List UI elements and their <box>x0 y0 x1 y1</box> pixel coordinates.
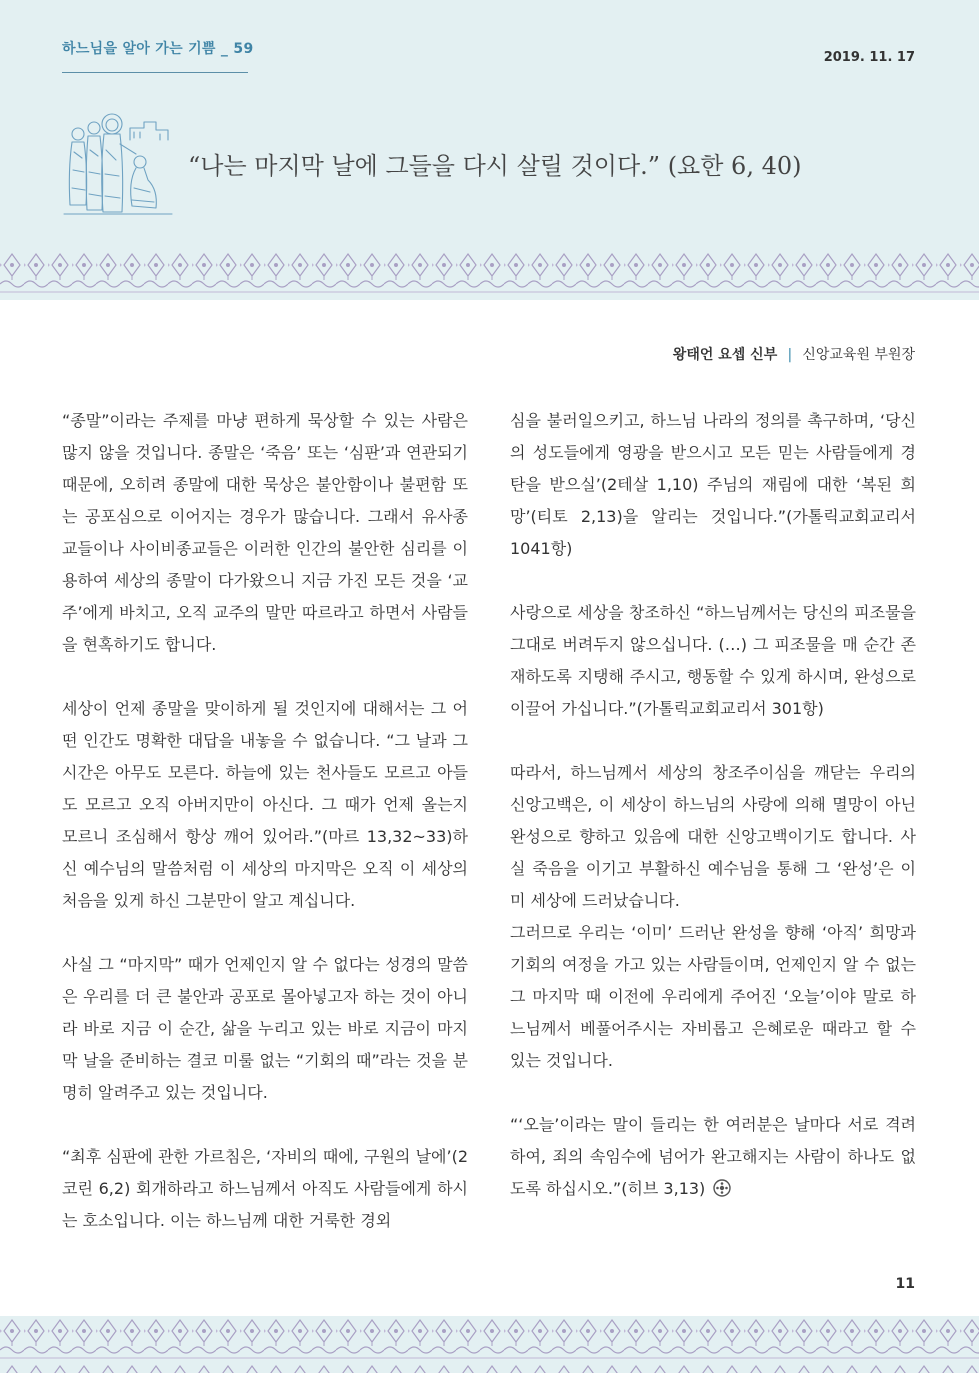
paragraph: “종말”이라는 주제를 마냥 편하게 묵상할 수 있는 사람은 많지 않을 것입니다. 종말은 ‘죽음’ 또는 ‘심판’과 연관되기 때문에, 오히려 종말에 대한 묵상은 불안함이나 불편함 또는 공포심으로 이어지는 경우가 많습니다. 그래서 유사종교들이나 사이비종교들은 이러한 인간의 불안한 심리를 이용하여 세상의 종말이 다가왔으니 지금 가진 모든 것을 ‘교주’에게 바치고, 오직 교주의 말만 따르라고 하면서 사람들을 현혹하기도 합니다. <box>62 411 468 654</box>
byline-separator: | <box>787 347 793 363</box>
author-name: 왕태언 요셉 신부 <box>672 347 778 363</box>
paragraph: 그러므로 우리는 ‘이미’ 드러난 완성을 향해 ‘아직’ 희망과 기회의 여정을 가고 있는 사람들이며, 언제인지 알 수 없는 그 마지막 때 이전에 우리에게 주어진 ‘오늘’이야 말로 하느님께서 베풀어주시는 자비롭고 은혜로운 때라고 할 수 있는 것입니다. <box>510 923 916 1070</box>
paragraph: “최후 심판에 관한 가르침은, ‘자비의 때에, 구원의 날에’(2코린 6,2) 회개하라고 하느님께서 아직도 사람들에게 하시는 호소입니다. 이는 하느님께 대한 거룩한 경외 <box>62 1147 468 1230</box>
closing-paragraph <box>510 1109 916 1205</box>
closing-quote: “‘오늘’이라는 말이 들리는 한 여러분은 날마다 서로 격려하여, 죄의 속임수에 넘어가 완고해지는 사람이 하나도 없도록 하십시오.”(히브 3,13) <box>510 1115 916 1198</box>
series-underline <box>62 72 248 73</box>
series-title: 하느님을 알아 가는 기쁨 _ 59 <box>62 41 254 57</box>
paragraph: 세상이 언제 종말을 맞이하게 될 것인지에 대해서는 그 어떤 인간도 명확한 대답을 내놓을 수 없습니다. “그 날과 그 시간은 아무도 모른다. 하늘에 있는 천사들도 모르고 아들도 모르고 오직 아버지만이 아신다. 그 때가 언제 올는지 모르니 조심해서 항상 깨어 있어라.”(마르 13,32~33)하신 예수님의 말씀처럼 이 세상의 마지막은 오직 이 세상의 처음을 있게 하신 그분만이 알고 계십니다. <box>62 699 468 910</box>
paragraph: 심을 불러일으키고, 하느님 나라의 정의를 촉구하며, ‘당신의 성도들에게 영광을 받으시고 모든 믿는 사람들에게 경탄을 받으실’(2테살 1,10) 주님의 재림에 대한 ‘복된 희망’(티토 2,13)을 알리는 것입니다.”(가톨릭교회교리서 1041항) <box>510 411 916 558</box>
headline-quote: “나는 마지막 날에 그들을 다시 살릴 것이다.” (요한 6, 40) <box>188 152 802 180</box>
issue-date: 2019. 11. 17 <box>823 50 915 65</box>
decorative-border-top <box>0 250 979 296</box>
paragraph: 사랑으로 세상을 창조하신 “하느님께서는 당신의 피조물을 그대로 버려두지 않으십니다. (…) 그 피조물을 매 순간 존재하도록 지탱해 주시고, 행동할 수 있게 하시며, 완성으로 이끌어 가십니다.”(가톨릭교회교리서 301항) <box>510 603 916 718</box>
right-column <box>510 405 916 1205</box>
jesus-illustration <box>60 110 178 220</box>
page-number: 11 <box>895 1276 915 1292</box>
left-column <box>62 405 468 1237</box>
paragraph: 따라서, 하느님께서 세상의 창조주이심을 깨닫는 우리의 신앙고백은, 이 세상이 하느님의 사랑에 의해 멸망이 아닌 완성으로 향하고 있음에 대한 신앙고백이기도 합니다. 사실 죽음을 이기고 부활하신 예수님을 통해 그 ‘완성’은 이미 세상에 드러났습니다. <box>510 763 916 910</box>
author-position: 신앙교육원 부원장 <box>802 347 915 363</box>
paragraph: 사실 그 “마지막” 때가 언제인지 알 수 없다는 성경의 말씀은 우리를 더 큰 불안과 공포로 몰아넣고자 하는 것이 아니라 바로 지금 이 순간, 삶을 누리고 있는 바로 지금이 마지막 날을 준비하는 결코 미룰 없는 “기회의 때”라는 것을 분명히 알려주고 있는 것입니다. <box>62 955 468 1102</box>
author-byline <box>673 344 915 364</box>
end-mark-icon <box>713 1179 731 1197</box>
decorative-border-bottom <box>0 1316 979 1373</box>
